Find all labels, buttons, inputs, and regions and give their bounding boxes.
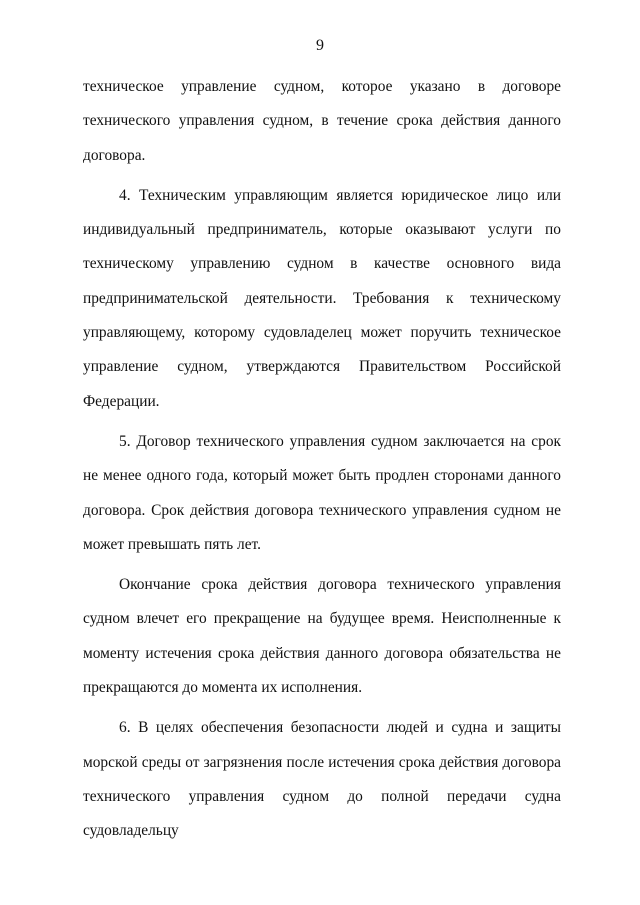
paragraph-contract-termination: Окончание срока действия договора технического управления судном влечет его прекращение на будущее время. Неисполненные к моменту истечения срока действия данного договора обязательства не прекращаются до момента их исполнения. — [83, 576, 561, 697]
document-body — [83, 70, 561, 849]
paragraph-item-4: 4. Техническим управляющим является юридическое лицо или индивидуальный предприниматель, которые оказывают услуги по техническому управлению судном в качестве основного вида предпринимательской деятельности. Требования к техническому управляющему, которому судовладелец может поручить техническое управление судном, утверждаются Правительством Российской Федерации. — [83, 186, 561, 410]
paragraph-item-6: 6. В целях обеспечения безопасности людей и судна и защиты морской среды от загрязнения после истечения срока действия договора технического управления судном до полной передачи судна судовладельцу — [83, 719, 561, 840]
page-number: 9 — [316, 37, 324, 54]
paragraph-item-5: 5. Договор технического управления судном заключается на срок не менее одного года, который может быть продлен сторонами данного договора. Срок действия договора технического управления судном не может превышать пять лет. — [83, 432, 561, 553]
paragraph-continuation: техническое управление судном, которое указано в договоре технического управления судном, в течение срока действия данного договора. — [83, 78, 561, 164]
